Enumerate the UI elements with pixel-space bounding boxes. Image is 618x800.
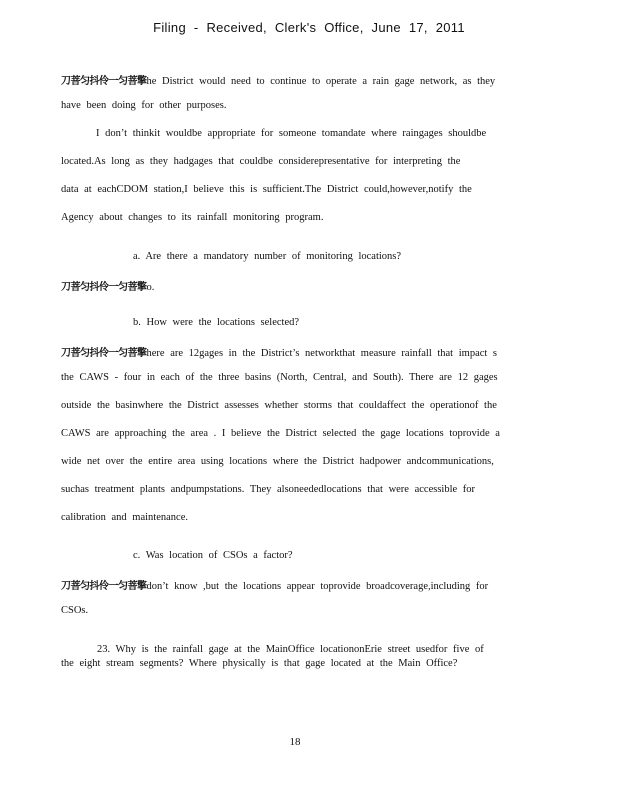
text-line: data at eachCDOM station,I believe this is sufficient.The District could,however,notify the [61,184,472,195]
text-line: here are 12gages in the District’s networkthat measure rainfall that impact s [146,348,498,359]
text-line: I don’t thinkit wouldbe appropriate for someone tomandate where raingages shouldbe [96,128,487,139]
text-line: calibration and maintenance. [61,512,188,523]
text-line: located.As long as they hadgages that couldbe considerepresentative for interpreting the [61,156,461,167]
text-line: the CAWS - four in each of the three basins (North, Central, and South). There are 12 gages [61,372,498,383]
answer-line [61,278,154,293]
text-line: CSOs. [61,605,89,616]
text-line: wide net over the entire area using locations where the District hadpower andcommunications, [61,456,494,467]
garbled-glyphs: 刀菩匀抖伶一匀菩擎 [61,348,147,359]
garbled-glyphs: 刀菩匀抖伶一匀菩擎 [61,76,147,87]
text-line: CAWS are approaching the area . I believe the District selected the gage locations toprovide a [61,428,500,439]
text-line: the eight stream segments? Where physically is that gage located at the Main Office? [61,658,458,669]
filing-header: Filing - Received, Clerk's Office, June 17, 2011 [153,20,465,35]
garbled-glyphs: 刀菩匀抖伶一匀菩擎 [61,282,147,293]
question-c: c. Was location of CSOs a factor? [133,550,293,561]
page-number: 18 [289,736,301,748]
answer-line [61,344,497,359]
text-line: have been doing for other purposes. [61,100,227,111]
question-a: a. Are there a mandatory number of monitoring locations? [133,251,402,262]
garbled-glyphs: 刀菩匀抖伶一匀菩擎 [61,581,147,592]
text-line: he District would need to continue to operate a rain gage network, as they [146,76,496,87]
question-23: 23. Why is the rainfall gage at the MainOffice locationonErie street usedfor five of [97,644,484,655]
text-line: don’t know ,but the locations appear toprovide broadcoverage,including for [146,581,489,592]
answer-line [61,72,495,87]
text-line: Agency about changes to its rainfall monitoring program. [61,212,324,223]
text-line: o. [146,282,155,293]
question-b: b. How were the locations selected? [133,317,300,328]
answer-line [61,577,488,592]
text-line: suchas treatment plants andpumpstations. They alsoneededlocations that were accessible for [61,484,476,495]
text-line: outside the basinwhere the District assesses whether storms that couldaffect the operationof the [61,400,497,411]
